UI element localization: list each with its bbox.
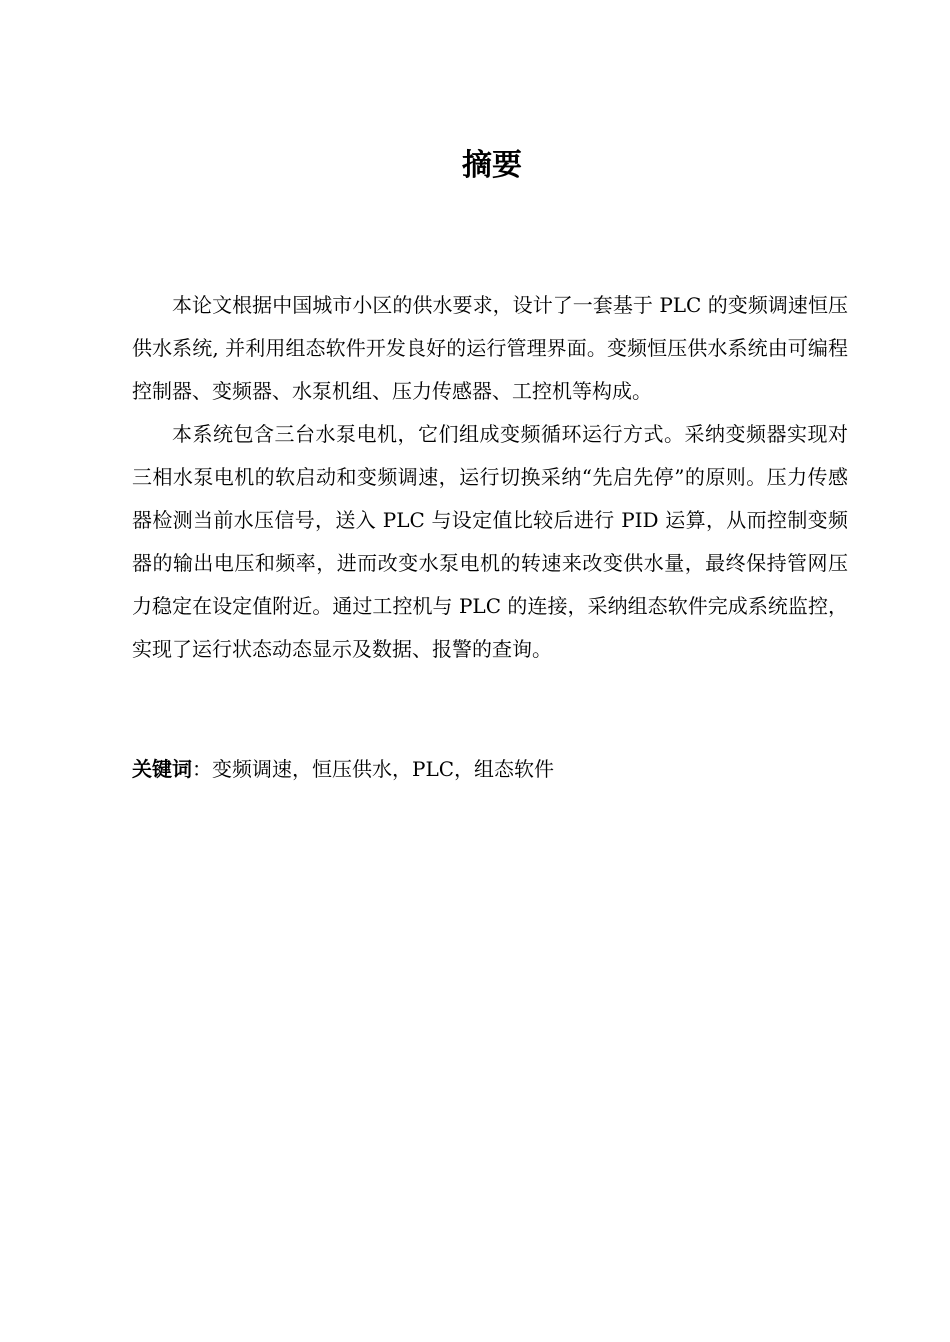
abstract-paragraph-2: 本系统包含三台水泵电机，它们组成变频循环运行方式。采纳变频器实现对三相水泵电机的软启动和变频调速，运行切换采纳“先启先停”的原则。压力传感器检测当前水压信号，送入 PLC 与设定值比较后进行 PID 运算，从而控制变频器的输出电压和频率，进而改变水泵电机的转速来改变供水量，最终保持管网压力稳定在设定值附近。通过工控机与 PLC 的连接，采纳组态软件完成系统监控，实现了运行状态动态显示及数据、报警的查询。 bbox=[132, 422, 848, 661]
keywords-separator: ： bbox=[192, 757, 212, 781]
abstract-paragraph-1: 本论文根据中国城市小区的供水要求，设计了一套基于 PLC 的变频调速恒压供水系统, 并利用组态软件开发良好的运行管理界面。变频恒压供水系统由可编程控制器、变频器、水泵机组、压力传感器、工控机等构成。 bbox=[132, 293, 848, 403]
abstract-body bbox=[132, 284, 848, 671]
keywords-line bbox=[132, 749, 848, 789]
abstract-title: 摘要 bbox=[462, 148, 522, 183]
keywords-label: 关键词 bbox=[132, 757, 192, 781]
keywords-text: 变频调速，恒压供水，PLC，组态软件 bbox=[212, 757, 555, 781]
